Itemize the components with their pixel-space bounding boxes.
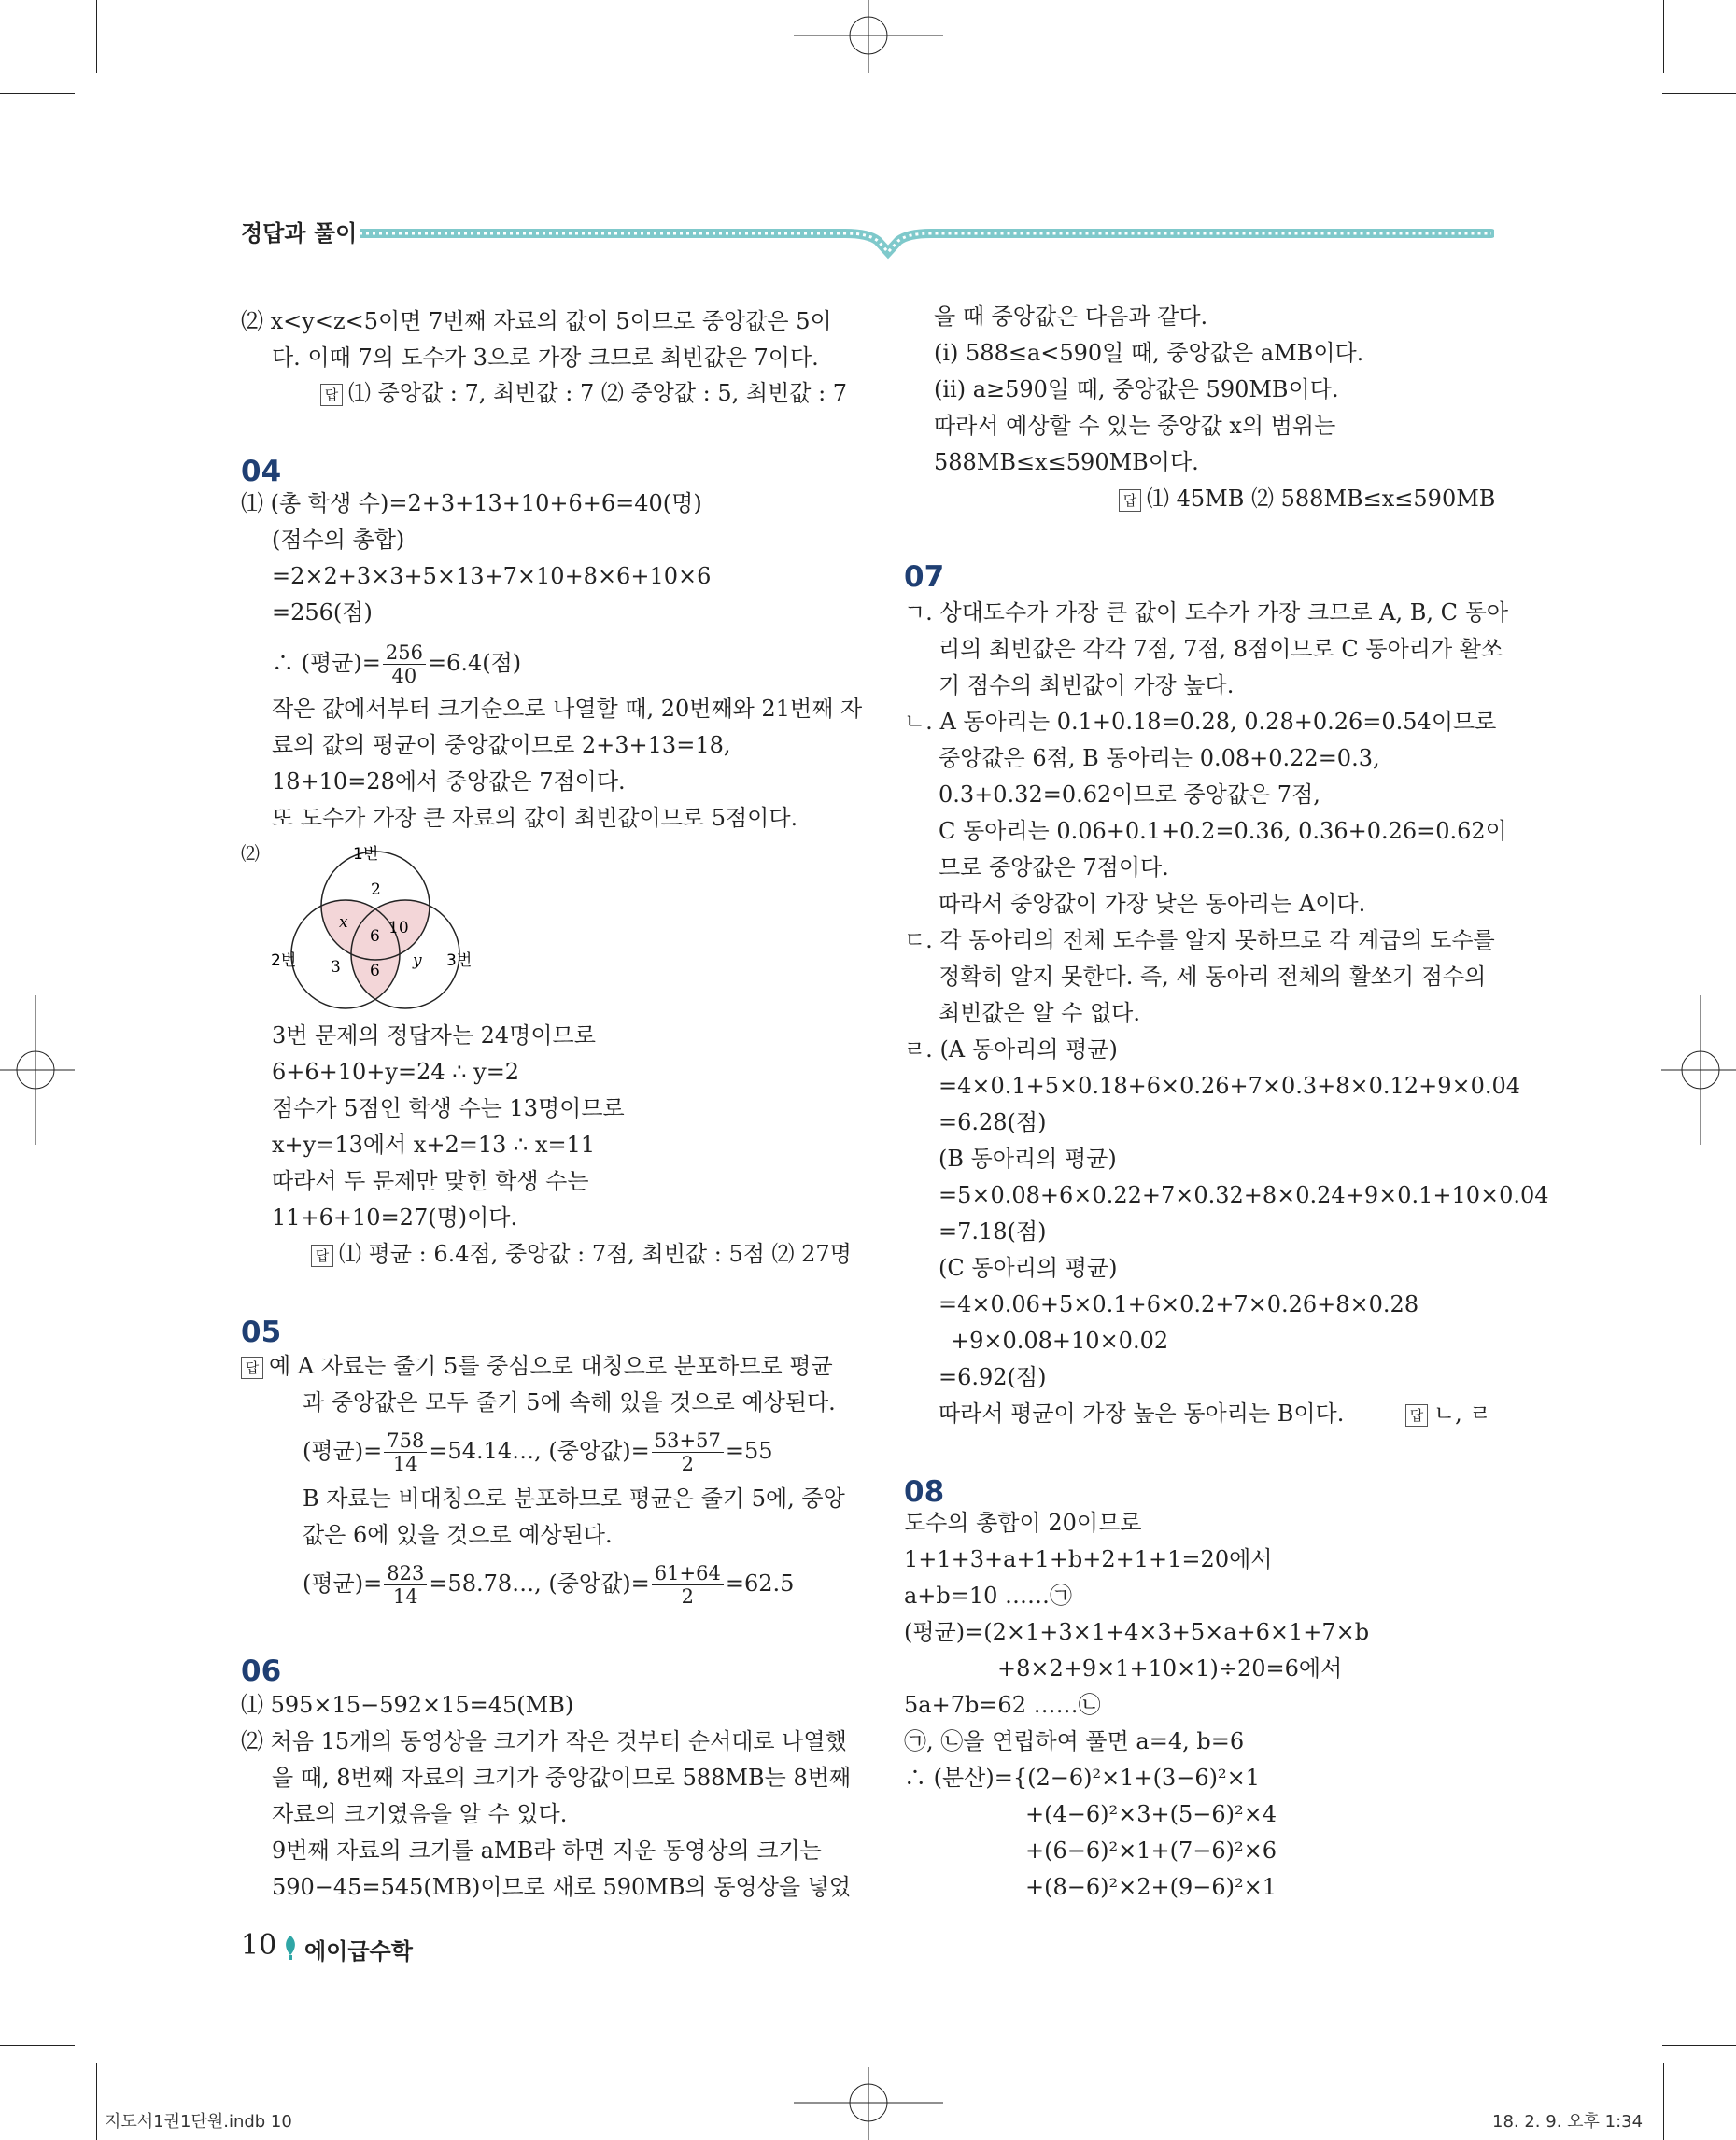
denominator: 2 [681, 1585, 694, 1608]
answer-mark-icon: 답 [1405, 1404, 1428, 1427]
text-line: 따라서 중앙값이 가장 낮은 동아리는 A이다. [939, 891, 1366, 917]
answer-text: ⑴ 중앙값 : 7, 최빈값 : 7 ⑵ 중앙값 : 5, 최빈값 : 7 [348, 380, 848, 406]
crop-mark [1663, 2063, 1664, 2140]
text-line: 18+10=28에서 중앙값은 7점이다. [272, 768, 626, 795]
text-line: =7.18(점) [939, 1218, 1047, 1245]
formula-prefix: ∴ (평균)= [272, 650, 381, 676]
text-line: =6.28(점) [939, 1109, 1047, 1135]
denominator: 14 [392, 1453, 418, 1475]
text-line: (평균)=(2×1+3×1+4×3+5×a+6×1+7×b [904, 1619, 1370, 1645]
text-line: 3번 문제의 정답자는 24명이므로 [272, 1022, 596, 1049]
text-line: 도수의 총합이 20이므로 [904, 1510, 1142, 1536]
venn-value: 3 [331, 958, 341, 977]
problem-number-06: 06 [241, 1654, 282, 1688]
registration-mark [794, 0, 943, 75]
text-line: 중앙값은 6점, B 동아리는 0.08+0.22=0.3, [939, 745, 1380, 771]
text-line: B 자료는 비대칭으로 분포하므로 평균은 줄기 5에, 중앙 [303, 1485, 845, 1512]
text-line: 리의 최빈값은 각각 7점, 7점, 8점이므로 C 동아리가 활쏘 [939, 636, 1503, 662]
text-line: 따라서 예상할 수 있는 중앙값 x의 범위는 [934, 413, 1336, 439]
formula-suffix: =6.4(점) [427, 650, 522, 676]
problem-number-07: 07 [904, 560, 945, 594]
header-rule [360, 213, 1494, 261]
formula-line [303, 1427, 772, 1475]
crop-mark [1662, 93, 1736, 94]
text-line: +(4−6)²×3+(5−6)²×4 [1025, 1801, 1277, 1827]
text-line: 자료의 크기였음을 알 수 있다. [272, 1801, 568, 1827]
text-line: +9×0.08+10×0.02 [951, 1328, 1169, 1354]
text-line: ㄴ. A 동아리는 0.1+0.18=0.28, 0.28+0.26=0.54이므로 [904, 709, 1497, 735]
answer-line [1405, 1396, 1491, 1431]
text-line: +8×2+9×1+10×1)÷20=6에서 [997, 1655, 1343, 1682]
formula-text: (평균)= [303, 1570, 383, 1597]
text-line: ⑵ x<y<z<5이면 7번째 자료의 값이 5이므로 중앙값은 5이 [241, 308, 832, 334]
answer-line [1119, 481, 1495, 516]
fraction [384, 1562, 427, 1608]
text-line: (C 동아리의 평균) [939, 1255, 1118, 1281]
text-line: 9번째 자료의 크기를 aMB라 하면 지운 동영상의 크기는 [272, 1837, 822, 1864]
fraction [383, 641, 426, 687]
formula-line [303, 1559, 794, 1608]
text-line: 므로 중앙값은 7점이다. [939, 854, 1169, 880]
text-line: a+b=10 ……㉠ [904, 1583, 1073, 1609]
text-line: 최빈값은 알 수 없다. [939, 1000, 1140, 1026]
text-line: 0.3+0.32=0.62이므로 중앙값은 7점, [939, 781, 1320, 808]
crop-mark [0, 2045, 75, 2046]
text-line: ㄷ. 각 동아리의 전체 도수를 알지 못하므로 각 계급의 도수를 [904, 927, 1495, 953]
page-number: 10 [241, 1929, 277, 1962]
answer-text: ㄴ, ㄹ [1433, 1401, 1491, 1427]
answer-text: ⑴ 45MB ⑵ 588MB≤x≤590MB [1147, 486, 1496, 512]
numerator: 53+57 [652, 1429, 724, 1453]
brand-name: 에이급수학 [304, 1938, 413, 1964]
text-line: 또 도수가 가장 큰 자료의 값이 최빈값이므로 5점이다. [272, 805, 798, 831]
text-line: =4×0.1+5×0.18+6×0.26+7×0.3+8×0.12+9×0.04 [939, 1073, 1521, 1099]
crop-mark [96, 2063, 97, 2140]
answer-line [241, 1348, 833, 1384]
registration-mark [1661, 995, 1736, 1145]
text-line: 590−45=545(MB)이므로 새로 590MB의 동영상을 넣었 [272, 1874, 852, 1900]
text-line: 다. 이때 7의 도수가 3으로 가장 크므로 최빈값은 7이다. [272, 345, 819, 371]
formula-text: =55 [725, 1438, 773, 1464]
text-line: ⑵ [241, 842, 260, 865]
answer-text: ⑴ 평균 : 6.4점, 중앙값 : 7점, 최빈값 : 5점 ⑵ 27명 [339, 1241, 852, 1267]
text-line: +(8−6)²×2+(9−6)²×1 [1025, 1874, 1277, 1900]
venn-label-3: 3번 [446, 951, 473, 970]
pen-nib-icon [282, 1935, 299, 1961]
numerator: 758 [384, 1429, 427, 1453]
text-line: 점수가 5점인 학생 수는 13명이므로 [272, 1095, 625, 1121]
problem-number-08: 08 [904, 1475, 945, 1509]
fraction [652, 1562, 724, 1608]
text-line: =2×2+3×3+5×13+7×10+8×6+10×6 [272, 563, 712, 589]
text-line: =6.92(점) [939, 1364, 1047, 1390]
text-line: 료의 값의 평균이 중앙값이므로 2+3+13=18, [272, 732, 731, 758]
print-date: 18. 2. 9. 오후 1:34 [1492, 2112, 1644, 2132]
registration-mark [794, 2065, 943, 2140]
text-line: (점수의 총합) [272, 527, 405, 553]
file-info: 지도서1권1단원.indb 10 [105, 2112, 292, 2132]
denominator: 2 [681, 1453, 694, 1475]
venn-value: 10 [388, 919, 409, 937]
answer-line [320, 375, 847, 411]
text-line: (ⅰ) 588≤a<590일 때, 중앙값은 aMB이다. [934, 340, 1364, 366]
text-line: 값은 6에 있을 것으로 예상된다. [303, 1522, 613, 1548]
formula-text: =62.5 [725, 1570, 795, 1597]
text-line: 작은 값에서부터 크기순으로 나열할 때, 20번째와 21번째 자 [272, 696, 863, 722]
text-line: 기 점수의 최빈값이 가장 높다. [939, 672, 1235, 698]
numerator: 61+64 [652, 1562, 724, 1585]
text-line: x+y=13에서 x+2=13 ∴ x=11 [272, 1132, 596, 1158]
text-line: 과 중앙값은 모두 줄기 5에 속해 있을 것으로 예상된다. [303, 1389, 836, 1415]
text-line: 588MB≤x≤590MB이다. [934, 449, 1199, 475]
denominator: 14 [392, 1585, 418, 1608]
text-line: (B 동아리의 평균) [939, 1146, 1117, 1172]
text-line: ㉠, ㉡을 연립하여 풀면 a=4, b=6 [904, 1728, 1245, 1754]
text-line: ⑵ 처음 15개의 동영상을 크기가 작은 것부터 순서대로 나열했 [241, 1728, 847, 1754]
text-line: 정확히 알지 못한다. 즉, 세 동아리 전체의 활쏘기 점수의 [939, 964, 1487, 990]
text-line: 11+6+10=27(명)이다. [272, 1204, 518, 1231]
text-line: (ⅱ) a≥590일 때, 중앙값은 590MB이다. [934, 376, 1339, 402]
registration-mark [0, 995, 75, 1145]
crop-mark [0, 93, 75, 94]
formula-text: =58.78…, (중앙값)= [429, 1570, 650, 1597]
text-line: 따라서 평균이 가장 높은 동아리는 B이다. [939, 1401, 1345, 1427]
crop-mark [1662, 2045, 1736, 2046]
text-line: ㄹ. (A 동아리의 평균) [904, 1036, 1118, 1063]
venn-value: y [413, 951, 422, 970]
venn-value: 2 [371, 880, 381, 899]
numerator: 823 [384, 1562, 427, 1585]
text-line: ∴ (분산)={(2−6)²×1+(3−6)²×1 [904, 1765, 1260, 1791]
text-line: =4×0.06+5×0.1+6×0.2+7×0.26+8×0.28 [939, 1291, 1419, 1317]
fraction [384, 1429, 427, 1475]
denominator: 40 [391, 665, 417, 687]
text-line: ⑴ (총 학생 수)=2+3+13+10+6+6=40(명) [241, 490, 702, 516]
text-line: =5×0.08+6×0.22+7×0.32+8×0.24+9×0.1+10×0.04 [939, 1182, 1549, 1208]
text-line: ㄱ. 상대도수가 가장 큰 값이 도수가 가장 크므로 A, B, C 동아 [904, 599, 1508, 626]
text-line: 예 A 자료는 줄기 5를 중심으로 대칭으로 분포하므로 평균 [269, 1353, 833, 1379]
problem-number-04: 04 [241, 455, 282, 488]
text-line: 1+1+3+a+1+b+2+1+1=20에서 [904, 1546, 1273, 1572]
text-line: C 동아리는 0.06+0.1+0.2=0.36, 0.36+0.26=0.62이 [939, 818, 1507, 844]
text-line: 6+6+10+y=24 ∴ y=2 [272, 1059, 520, 1085]
venn-value: x [339, 913, 348, 932]
text-line: 5a+7b=62 ……㉡ [904, 1692, 1101, 1718]
problem-number-05: 05 [241, 1316, 282, 1349]
answer-mark-icon: 답 [241, 1357, 263, 1379]
answer-line [311, 1236, 852, 1272]
formula-text: =54.14…, (중앙값)= [429, 1438, 650, 1464]
venn-value: 6 [370, 927, 380, 946]
answer-mark-icon: 답 [1119, 489, 1141, 512]
text-line: 따라서 두 문제만 맞힌 학생 수는 [272, 1168, 589, 1194]
venn-value: 6 [370, 962, 380, 980]
text-line: =256(점) [272, 599, 373, 626]
crop-mark [96, 0, 97, 73]
crop-mark [1663, 0, 1664, 73]
page-header-title: 정답과 풀이 [241, 220, 358, 246]
text-line: +(6−6)²×1+(7−6)²×6 [1025, 1837, 1277, 1864]
numerator: 256 [383, 641, 426, 665]
text-line: ⑴ 595×15−592×15=45(MB) [241, 1692, 574, 1718]
venn-label-1: 1번 [353, 845, 379, 864]
venn-label-2: 2번 [271, 951, 297, 970]
answer-mark-icon: 답 [311, 1245, 333, 1267]
text-line: 을 때 중앙값은 다음과 같다. [934, 303, 1208, 330]
venn-diagram [271, 840, 495, 1018]
answer-mark-icon: 답 [320, 384, 343, 406]
formula-text: (평균)= [303, 1438, 383, 1464]
fraction [652, 1429, 724, 1475]
text-line: 을 때, 8번째 자료의 크기가 중앙값이므로 588MB는 8번째 [272, 1765, 852, 1791]
mean-formula [272, 639, 521, 687]
